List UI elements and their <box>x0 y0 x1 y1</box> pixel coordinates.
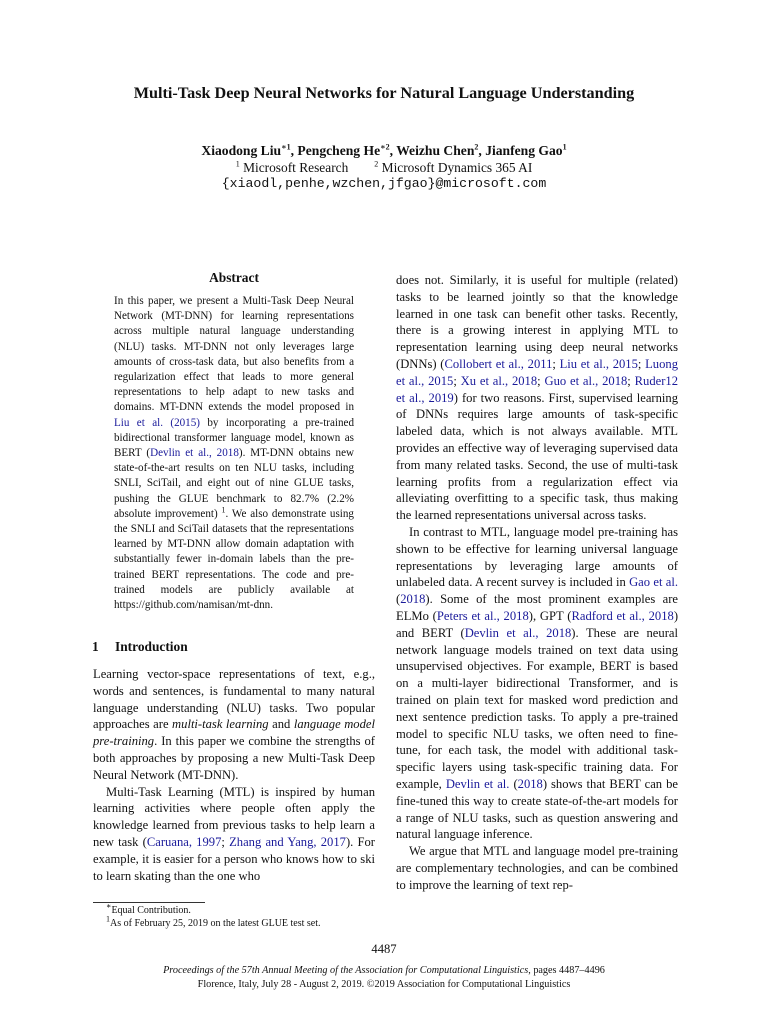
footnote-ref: 1 <box>221 505 226 515</box>
author-name: Jianfeng Gao <box>485 143 563 158</box>
section-title: Introduction <box>115 639 188 654</box>
body-text: ) and BERT ( <box>396 608 679 640</box>
author-separator: , <box>478 143 486 158</box>
body-text: . In this paper we combine the strengths of both approaches by proposing a new Multi-Task Deep Neural Network (MT-DNN). <box>93 734 375 782</box>
citation-link[interactable]: Liu et al. (2015) <box>114 416 200 429</box>
body-text: ; <box>552 356 560 371</box>
proceedings-line-1: Proceedings of the 57th Annual Meeting of the Association for Computational Linguistics, pages 4487–4496 <box>163 965 605 976</box>
body-text: Multi-Task Learning (MTL) is inspired by human learning activities where people often apply the knowledge learned from previous tasks to help learn a new task ( <box>93 784 375 849</box>
body-text: ; <box>627 373 635 388</box>
paragraph <box>396 524 678 843</box>
body-text: ; <box>537 373 545 388</box>
section-number: 1 <box>92 639 99 654</box>
citation-link[interactable]: Liu et al., 2015 <box>559 356 638 371</box>
body-text: ; <box>221 834 230 849</box>
author-list <box>0 143 768 159</box>
citation-link[interactable]: Radford et al., 2018 <box>571 608 674 623</box>
author-mark: ∗2 <box>380 142 390 152</box>
body-text: We argue that MTL and language model pre-training are complementary technologies, and can be combined to improve the learning of text rep- <box>396 844 678 892</box>
citation-link[interactable]: Devlin et al., 2018 <box>464 625 572 640</box>
body-text: ; <box>637 356 646 371</box>
citation-link[interactable]: Xu et al., 2018 <box>460 373 538 388</box>
affiliation-1: $^1$ Microsoft Research <box>235 159 349 175</box>
body-text: ; <box>453 373 461 388</box>
author-separator: , <box>290 143 298 158</box>
left-column-body <box>93 666 375 884</box>
body-text: and <box>268 717 294 732</box>
citation-link[interactable]: Caruana, 1997 <box>146 834 222 849</box>
citation-link[interactable]: Collobert et al., 2011 <box>444 356 553 371</box>
citation-link[interactable]: Luong et al., 2015 <box>396 356 678 388</box>
body-text: by incorporating a pre-trained bidirectional transformer language model, known as BERT ( <box>114 416 354 460</box>
body-text: ). Some of the most prominent examples are ELMo ( <box>396 592 678 623</box>
affiliation-2: $^2$ Microsoft Dynamics 365 AI <box>374 159 533 175</box>
emphasis-text: multi-task learning <box>172 717 269 732</box>
author-name: Weizhu Chen <box>396 143 475 158</box>
author-name: Xiaodong Liu <box>201 143 282 158</box>
author-separator: , <box>389 143 397 158</box>
affiliations <box>0 160 768 176</box>
body-text: ). MT-DNN obtains new state-of-the-art results on ten NLU tasks, including SNLI, SciTail, and eight out of nine GLUE tasks, pushing the GLUE benchmark to 82.7% (2.2% absolute improvement) <box>114 447 355 520</box>
author-mark: 2 <box>474 142 479 152</box>
body-text: Learning vector-space representations of text, e.g., words and sentences, is fundamental to many natural language understanding (NLU) tasks. Two popular approaches are <box>93 667 375 732</box>
author-mark: 1 <box>562 142 567 152</box>
author-name: Pengcheng He <box>297 143 381 158</box>
paragraph <box>93 784 375 885</box>
body-text: . We also demonstrate using the SNLI and SciTail datasets that the representations learned by MT-DNN allow domain adaptation with substantially fewer in-domain labels than the pre-trained BERT representations. The code and pre-trained models are publicly available at https://github.com/namisan/mt-dnn. <box>114 507 354 612</box>
paper-title: Multi-Task Deep Neural Networks for Natural Language Understanding <box>133 84 635 102</box>
page-number: 4487 <box>371 942 397 956</box>
right-column-body <box>396 272 678 893</box>
paragraph <box>396 843 678 893</box>
abstract-body <box>114 294 354 613</box>
citation-link[interactable]: 2018 <box>400 592 426 607</box>
body-text: ) shows that BERT can be fine-tuned this way to create state-of-the-art models for a range of NLU tasks, such as question answering and natural language inference. <box>396 776 678 842</box>
body-text: In this paper, we present a Multi-Task Deep Neural Network (MT-DNN) for learning representations across multiple natural language understanding (NLU) tasks. MT-DNN not only leverages large amounts of cross-task data, but also benefits from a regularization effect that leads to more general representations to help adapt to new tasks and domains. MT-DNN extends the model proposed in <box>114 295 354 414</box>
proceedings-line-2: Florence, Italy, July 28 - August 2, 2019. ©2019 Association for Computational Linguistics <box>197 979 571 990</box>
citation-link[interactable]: Ruder12 et al., 2019 <box>396 373 678 405</box>
body-text: In contrast to MTL, language model pre-training has shown to be effective for learning universal language representations by leveraging large amounts of unlabeled data. A recent survey is included in <box>396 524 678 590</box>
citation-link[interactable]: 2018 <box>517 776 543 791</box>
body-text: does not. Similarly, it is useful for multiple (related) tasks to be learned jointly so that the knowledge learned in one task can benefit other tasks. Recently, there is a growing interest in applying MTL to representation learning using deep neural networks (DNNs) ( <box>396 273 678 371</box>
body-text: ( <box>509 776 518 791</box>
citation-link[interactable]: Gao et al. <box>629 575 678 590</box>
body-text: ). For example, it is easier for a person who knows how to ski to learn skating than the one who <box>93 834 375 883</box>
citation-link[interactable]: Devlin et al., 2018 <box>150 447 239 460</box>
footnote-equal-contribution: ∗Equal Contribution. <box>106 901 191 916</box>
footnotes <box>93 901 375 930</box>
body-text: ( <box>396 592 401 607</box>
proceedings-footer <box>0 964 768 992</box>
citation-link[interactable]: Peters et al., 2018 <box>436 608 529 623</box>
citation-link[interactable]: Devlin et al. <box>445 776 510 791</box>
citation-link[interactable]: Zhang and Yang, 2017 <box>229 834 346 849</box>
section-heading-introduction <box>92 639 374 655</box>
footnote-glue-date: $^1$As of February 25, 2019 on the latest GLUE test set. <box>106 914 321 929</box>
paragraph <box>93 666 375 784</box>
paragraph <box>396 272 678 524</box>
body-text: ). These are neural network language models trained on text data using unsupervised objectives. For example, BERT is based on a multi-layer bidirectional Transformer, and is trained on plain text for masked word prediction and next sentence prediction tasks. To apply a pre-trained model to specific NLU tasks, we often need to fine-tune, for each task, the model with additional task-specific layers using task-specific training data. For example, <box>396 625 678 791</box>
author-mark: ∗1 <box>281 142 291 152</box>
author-emails: {xiaodl,penhe,wzchen,jfgao}@microsoft.com <box>221 176 547 191</box>
body-text: ) for two reasons. First, supervised learning of DNNs requires large amounts of task-specific labeled data, which is not always available. MTL provides an effective way of leveraging supervised data from many related tasks. Second, the use of multi-task learning profits from a regularization effect via alleviating overfitting to a specific task, thus making the learned representations universal across tasks. <box>396 390 678 523</box>
citation-link[interactable]: Guo et al., 2018 <box>544 373 628 388</box>
abstract-heading: Abstract <box>209 270 259 285</box>
body-text: ), GPT ( <box>528 608 572 623</box>
emphasis-text: language model pre-training <box>93 717 375 749</box>
